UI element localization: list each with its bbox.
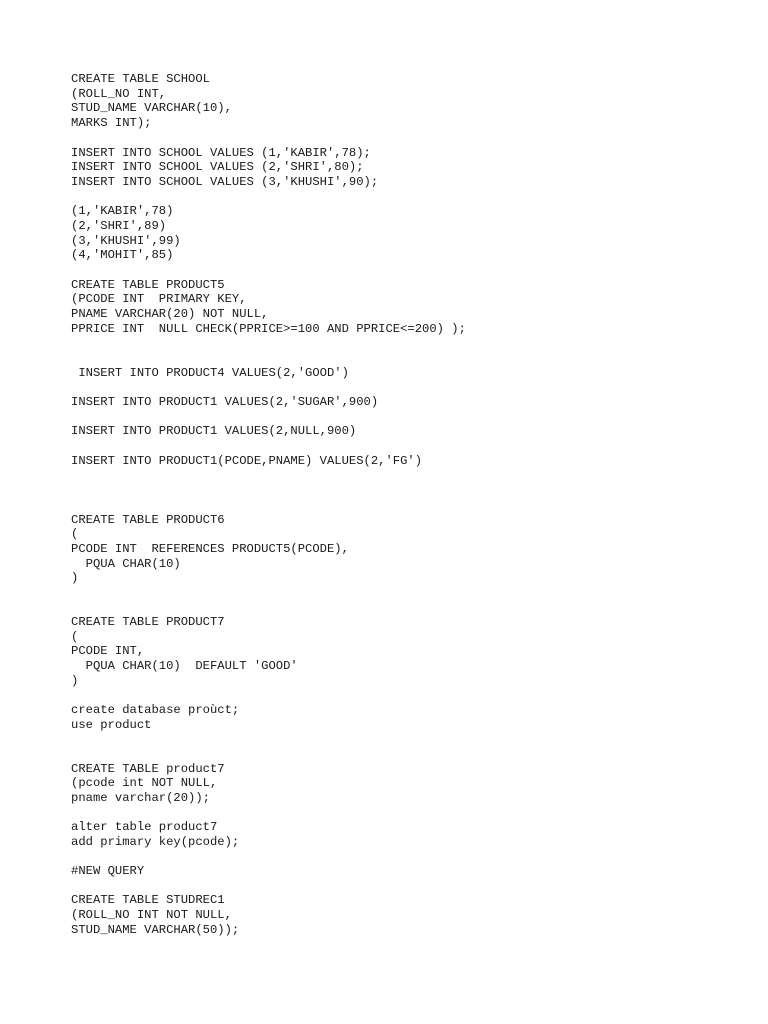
code-line: STUD_NAME VARCHAR(10), [71, 101, 232, 115]
code-line: ( [71, 527, 79, 541]
code-line: CREATE TABLE PRODUCT6 [71, 513, 225, 527]
code-line: (1,'KABIR',78) [71, 204, 174, 218]
code-line: INSERT INTO PRODUCT1(PCODE,PNAME) VALUES(2,'FG') [71, 454, 423, 468]
code-line: PPRICE INT NULL CHECK(PPRICE>=100 AND PPRICE<=200) ); [71, 322, 466, 336]
code-line: CREATE TABLE PRODUCT5 [71, 278, 225, 292]
code-line: INSERT INTO SCHOOL VALUES (2,'SHRI',80); [71, 160, 364, 174]
code-line: (4,'MOHIT',85) [71, 248, 174, 262]
code-line: (2,'SHRI',89) [71, 219, 167, 233]
code-line: CREATE TABLE product7 [71, 762, 225, 776]
code-line: PQUA CHAR(10) DEFAULT 'GOOD' [71, 659, 298, 673]
code-line: CREATE TABLE STUDREC1 [71, 893, 225, 907]
code-line: PCODE INT REFERENCES PRODUCT5(PCODE), [71, 542, 349, 556]
code-line: CREATE TABLE PRODUCT7 [71, 615, 225, 629]
code-line: PCODE INT, [71, 644, 145, 658]
code-line: pname varchar(20)); [71, 791, 210, 805]
code-line: (ROLL_NO INT NOT NULL, [71, 908, 232, 922]
code-line: (PCODE INT PRIMARY KEY, [71, 292, 247, 306]
code-line: ) [71, 571, 79, 585]
code-line: INSERT INTO SCHOOL VALUES (3,'KHUSHI',90); [71, 175, 379, 189]
code-line: #NEW QUERY [71, 864, 145, 878]
code-line: alter table product7 [71, 820, 218, 834]
code-line: create database proùct; [71, 703, 240, 717]
code-line: PNAME VARCHAR(20) NOT NULL, [71, 307, 269, 321]
code-line: INSERT INTO PRODUCT1 VALUES(2,'SUGAR',900) [71, 395, 379, 409]
code-line: STUD_NAME VARCHAR(50)); [71, 923, 240, 937]
code-line: INSERT INTO PRODUCT4 VALUES(2,'GOOD') [71, 366, 349, 380]
code-line: MARKS INT); [71, 116, 152, 130]
code-line: (ROLL_NO INT, [71, 87, 167, 101]
code-line: INSERT INTO SCHOOL VALUES (1,'KABIR',78); [71, 146, 371, 160]
code-line: INSERT INTO PRODUCT1 VALUES(2,NULL,900) [71, 424, 357, 438]
code-line: (3,'KHUSHI',99) [71, 234, 181, 248]
code-line: (pcode int NOT NULL, [71, 776, 218, 790]
code-line: PQUA CHAR(10) [71, 557, 181, 571]
code-line: CREATE TABLE SCHOOL [71, 72, 210, 86]
code-line: ) [71, 674, 79, 688]
code-line: use product [71, 718, 152, 732]
code-line: add primary key(pcode); [71, 835, 240, 849]
code-line: ( [71, 630, 79, 644]
